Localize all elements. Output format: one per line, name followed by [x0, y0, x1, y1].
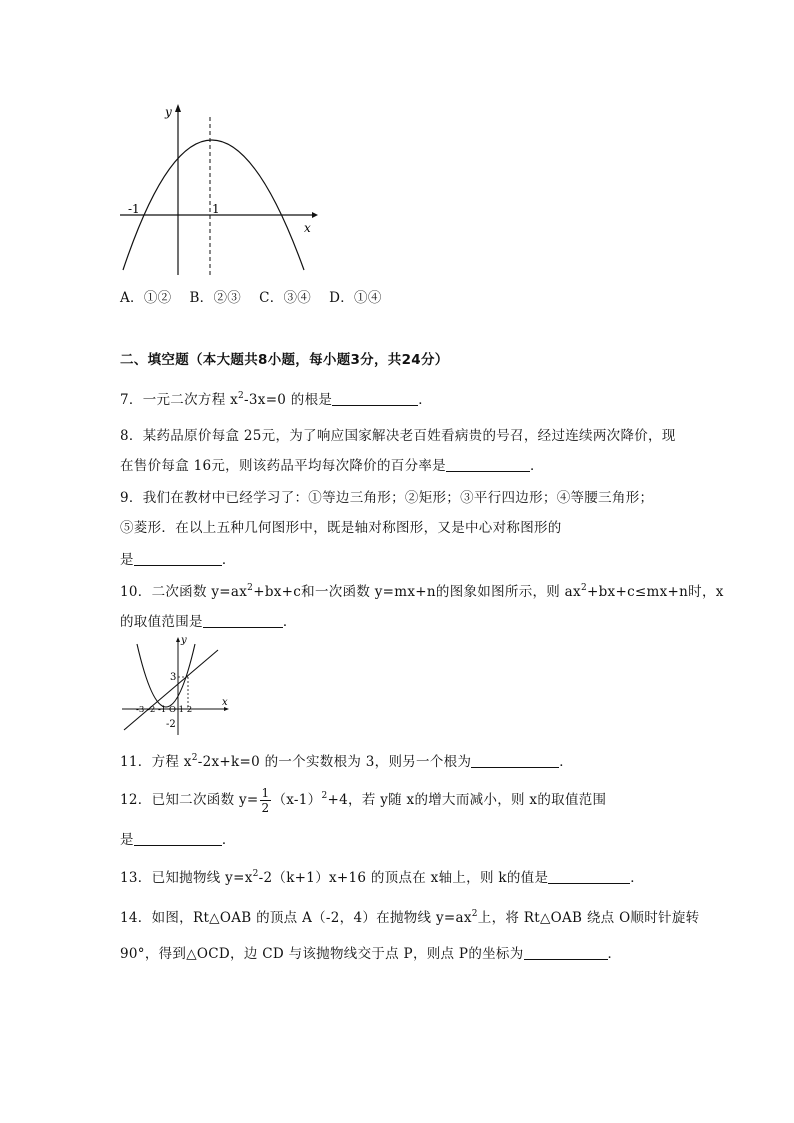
- answer-blank[interactable]: [446, 457, 530, 472]
- option-c[interactable]: C．③④: [259, 290, 312, 306]
- question-13: 13．已知抛物线 $y=x^2-2(k+1)x+16$ 的顶点在 x轴上，则 k的值是 ．: [120, 869, 645, 886]
- label-neg-two-y: -2: [166, 719, 176, 730]
- question-9: 9．我们在教材中已经学习了：①等边三角形；②矩形；③平行四边形；④等腰三角形；: [120, 490, 654, 506]
- label-neg-one: -1: [128, 202, 140, 216]
- linear-function: [124, 650, 218, 730]
- answer-blank[interactable]: [134, 831, 222, 846]
- y-axis-arrow: [175, 104, 181, 112]
- option-b[interactable]: B．②③: [189, 290, 242, 306]
- question-14: 14．如图，Rt△OAB 的顶点 A（-2，4）在抛物线 $y=ax^2$上，将 Rt△OAB 绕点 O顺时针旋转: [120, 909, 700, 926]
- parabola-line-graph: [118, 632, 238, 737]
- question-8: 8．某药品原价每盒 25元，为了响应国家解决老百姓看病贵的号召，经过连续两次降价，现: [120, 428, 676, 444]
- question-7: 7．一元二次方程 $x^2-3x=0$ 的根是 ．: [120, 391, 432, 408]
- x-axis-arrow: [312, 212, 318, 218]
- fraction: $\frac{1}{2}$: [261, 786, 270, 815]
- label-three: 3: [170, 672, 177, 683]
- y-axis-label: y: [165, 105, 172, 119]
- answer-blank[interactable]: [134, 551, 222, 566]
- answer-blank[interactable]: [524, 945, 608, 960]
- option-a[interactable]: A．①②: [120, 290, 172, 306]
- parabola-graph: [116, 100, 326, 280]
- question-10: 10．二次函数 $y=ax^2+bx+c$和一次函数 y=mx+n的图象如图所示，则 $ax^2+bx+c\le mx+n$时，x: [120, 583, 724, 600]
- question-12: 12．已知二次函数 y= $\frac{1}{2}$ $(x-1)^2+4$，若 y随 x的增大而减小，则 x的取值范围: [120, 786, 607, 815]
- y-axis-arrow: [176, 637, 180, 642]
- section-title: 二、填空题（本大题共8小题，每小题3分，共24分）: [120, 352, 449, 368]
- x-axis-label: x: [304, 221, 311, 235]
- answer-blank[interactable]: [332, 391, 418, 406]
- question-11: 11．方程 $x^2-2x+k=0$ 的一个实数根为 3，则另一个根为 ．: [120, 753, 574, 770]
- question-9-line3: 是 ．: [120, 552, 236, 568]
- answer-blank[interactable]: [548, 869, 630, 884]
- question-14-line2: 90°，得到△OCD，边 CD 与该抛物线交于点 P，则点 P的坐标为 ．: [120, 946, 622, 962]
- label-one: 1: [212, 202, 220, 216]
- parabola-curve: [137, 644, 195, 707]
- option-d[interactable]: D．①④: [329, 290, 382, 306]
- question-8-line2: 在售价每盒 16元，则该药品平均每次降价的百分率是 ．: [120, 458, 544, 474]
- question-12-line2: 是 ．: [120, 832, 236, 848]
- y-axis-label: y: [181, 635, 187, 646]
- x-tick-labels: -3 -2 -1 O 1 2: [136, 705, 193, 715]
- x-axis-label: x: [222, 697, 228, 708]
- question-9-line2: ⑤菱形．在以上五种几何图形中，既是轴对称图形，又是中心对称图形的: [120, 520, 562, 536]
- answer-options: [120, 288, 382, 308]
- answer-blank[interactable]: [471, 753, 559, 768]
- answer-blank[interactable]: [203, 613, 283, 628]
- question-10-line2: 的取值范围是 ．: [120, 614, 297, 630]
